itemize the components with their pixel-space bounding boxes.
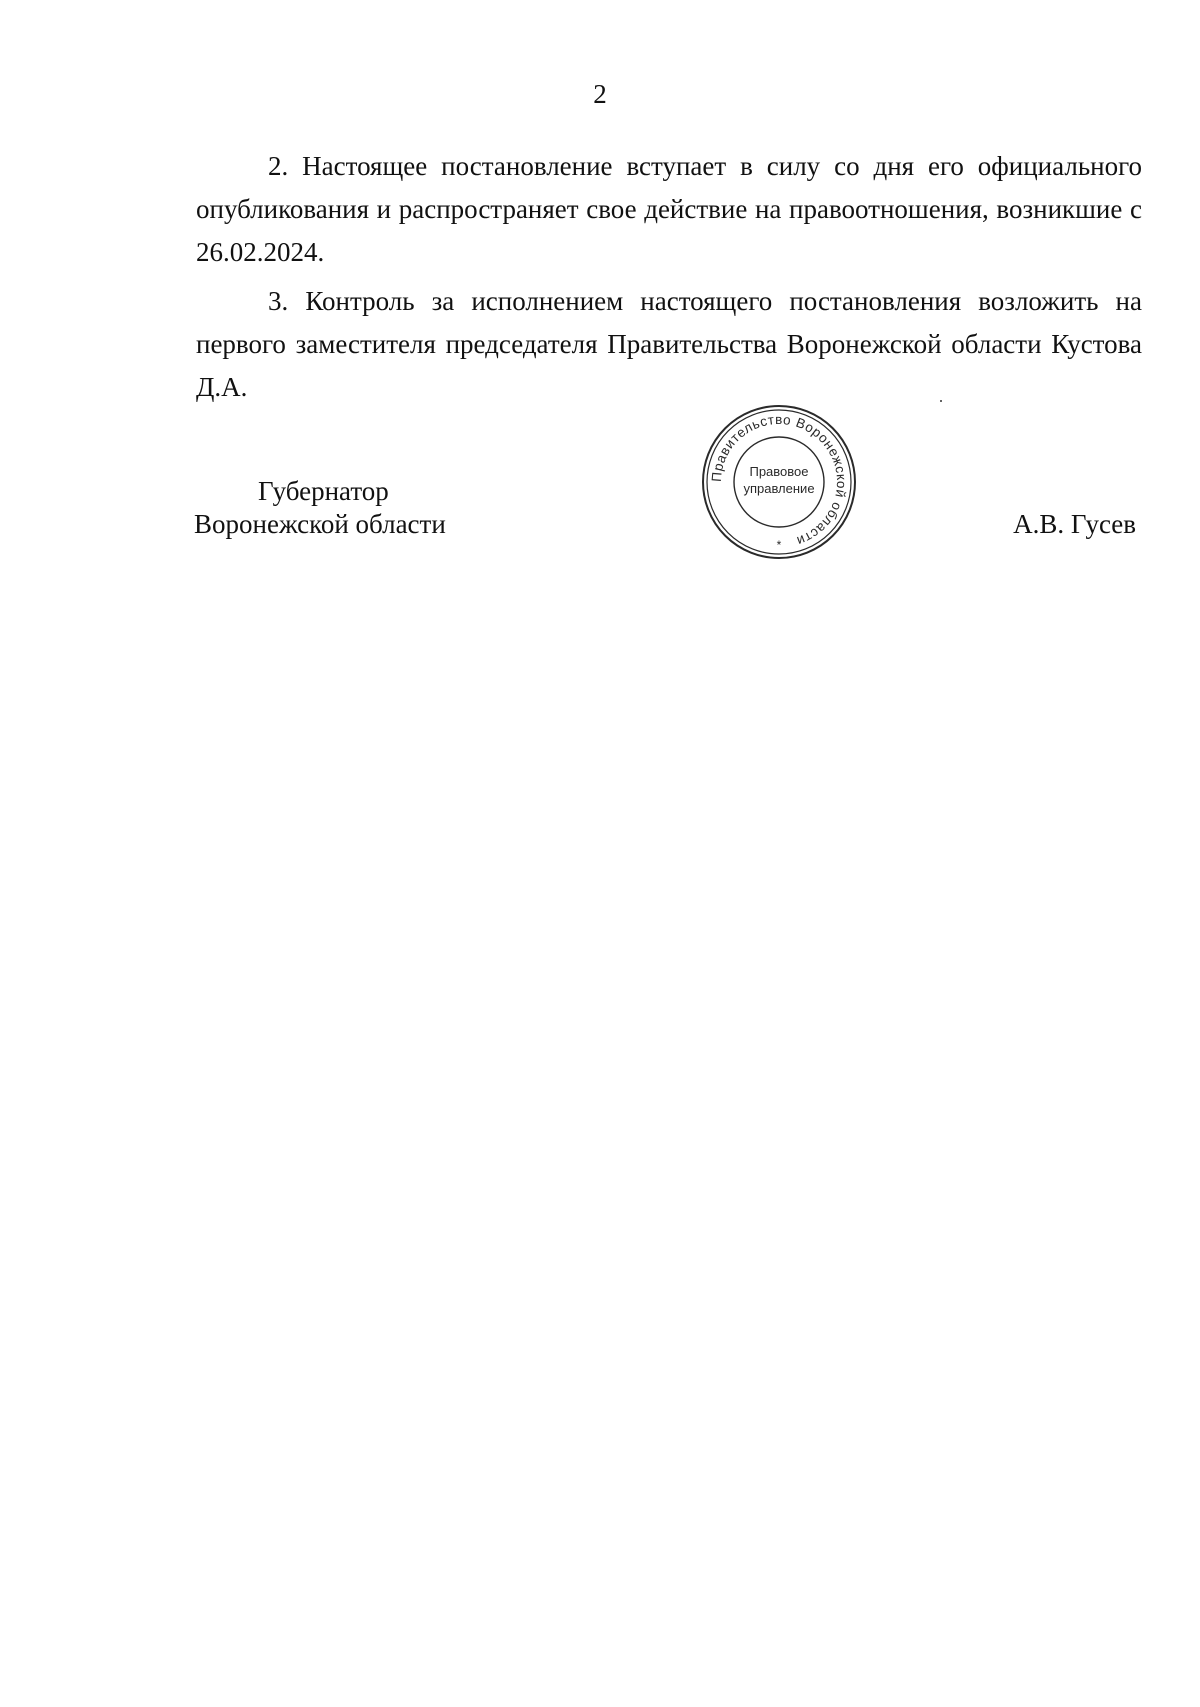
stamp-star: * (776, 538, 782, 552)
signer-name: А.В. Гусев (1013, 509, 1136, 539)
paragraph-effective-date: 2. Настоящее постановление вступает в силу со дня его официального опубликования и распространяет свое действие на правоотношения, возникшие с 26.02.2024. (196, 151, 1142, 267)
scan-dot (940, 400, 942, 402)
stamp-center-line1: Правовое (749, 464, 809, 479)
paragraph-control: 3. Контроль за исполнением настоящего постановления возложить на первого заместителя председателя Правительства Воронежской области Кустова Д.А. (196, 286, 1142, 402)
stamp-center-line2: управление (743, 481, 815, 496)
signature-position (194, 475, 446, 541)
official-stamp (701, 404, 857, 560)
signer-region: Воронежской области (194, 509, 446, 539)
page-number: 2 (593, 79, 607, 109)
signer-title: Губернатор (258, 476, 389, 506)
stamp-ring-text: Правительство Воронежской области (708, 411, 850, 549)
document-body (196, 145, 1142, 415)
